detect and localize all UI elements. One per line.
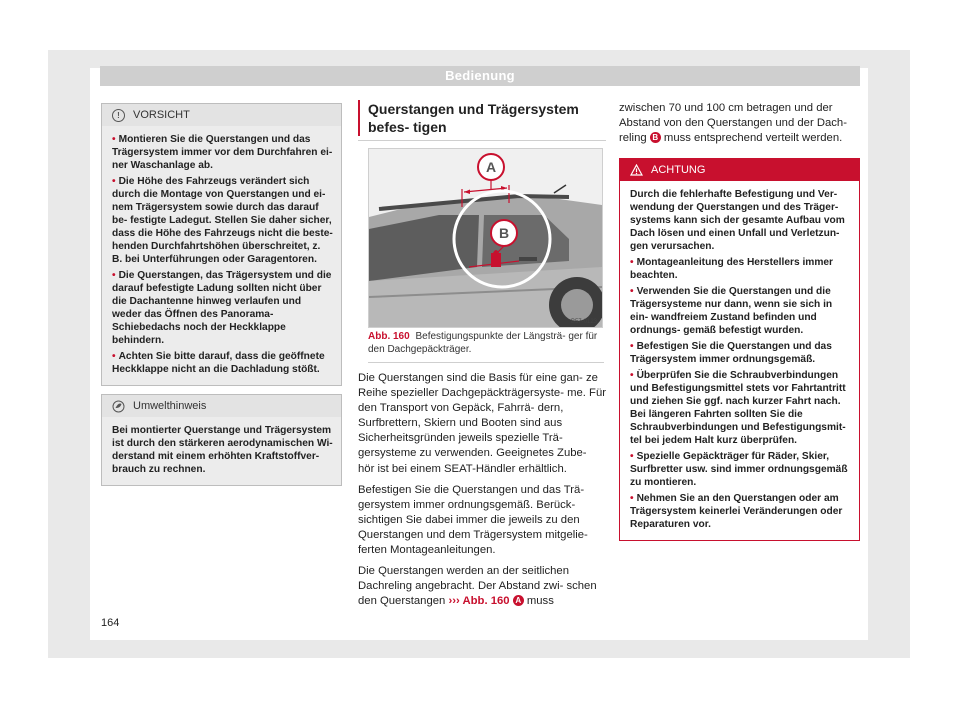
exclamation-circle-icon: !: [112, 109, 125, 122]
section-title: Querstangen und Trägersystem befes- tigen: [368, 101, 579, 135]
bullet-icon: •: [112, 134, 116, 145]
caution-body: [102, 126, 341, 385]
bullet-icon: •: [630, 286, 634, 297]
caution-item: • Die Querstangen, das Trägersystem und die darauf befestigte Ladung sollten nicht über die Dachantenne hinweg verlaufen und weder das Öffnen des Panorama-Schiebedachs noch der Heckklappe behindern.: [112, 270, 332, 346]
figure-reference-link[interactable]: ››› Abb. 160: [448, 595, 510, 608]
section-marker: [358, 100, 360, 136]
bullet-icon: •: [630, 493, 634, 504]
caution-header: [102, 104, 341, 126]
figure-caption: [368, 331, 604, 356]
marker-b-icon: B: [650, 132, 661, 143]
environment-header: [102, 395, 341, 417]
bullet-icon: •: [112, 176, 116, 187]
environment-box: [101, 394, 342, 486]
figure-label-a: A: [485, 159, 497, 175]
warning-header: [620, 159, 859, 181]
bullet-icon: •: [630, 257, 634, 268]
bullet-icon: •: [112, 351, 116, 362]
page-number: 164: [101, 617, 120, 629]
warning-box: [619, 158, 860, 541]
marker-a-icon: A: [513, 595, 524, 606]
paragraph: Die Querstangen sind die Basis für eine gan- ze Reihe spezieller Dachgepäckträgersyste- me. Für den Transport von Gepäck, Fahrrä- dern, Surfbrettern, Skiern und Booten sind aus Sicherheitsgründen jeweils spezielle Trä- gersysteme zu verwenden. Geeignetes Zube- hör ist bei einem SEAT-Händler erhältlich.: [358, 372, 607, 475]
figure-label-b: B: [498, 225, 510, 241]
figure-caption-text: Befestigungspunkte der Längsträ- ger für den Dachgepäckträger.: [368, 331, 598, 355]
figure-car-roof: [368, 148, 603, 328]
body-column-2: [358, 371, 606, 615]
warning-body: [620, 181, 859, 540]
warning-item: • Nehmen Sie an den Querstangen oder am Trägersystem keinerlei Veränderungen oder Reparaturen vor.: [630, 493, 843, 530]
environment-icon: [112, 400, 125, 413]
warning-item: • Befestigen Sie die Querstangen und das Trägersystem immer ordnungsgemäß.: [630, 341, 832, 365]
caption-rule: [368, 362, 604, 363]
caution-title: VORSICHT: [133, 109, 190, 121]
car-illustration: [369, 149, 602, 327]
warning-item: • Montageanleitung des Herstellers immer beachten.: [630, 257, 834, 281]
warning-item: • Verwenden Sie die Querstangen und die Trägersysteme nur dann, wenn sie sich in ein- wandfreiem Zustand befinden und ordnungs- gemäß befestigt wurden.: [630, 286, 833, 336]
caution-item: • Achten Sie bitte darauf, dass die geöffnete Heckklappe nicht an die Dachladung stößt.: [112, 351, 325, 375]
running-header: Bedienung: [100, 66, 860, 86]
paragraph: Die Querstangen werden an der seitlichen Dachreling angebracht. Der Abstand zwi- schen den Querstangen ››› Abb. 160 A muss: [358, 565, 597, 608]
figure-code: B57-0123: [570, 319, 597, 325]
section-rule: [358, 140, 606, 141]
caution-box: [101, 103, 342, 386]
bullet-icon: •: [112, 270, 116, 281]
environment-title: Umwelthinweis: [133, 400, 207, 412]
bullet-icon: •: [630, 370, 634, 381]
figure-number: Abb. 160: [368, 331, 410, 342]
environment-text: Bei montierter Querstange und Trägersystem ist durch den stärkeren aerodynamischen Wi- derstand mit einem erhöhten Kraftstoffver- brauch zu rechnen.: [102, 417, 341, 485]
warning-triangle-icon: [630, 164, 643, 176]
caution-item: • Die Höhe des Fahrzeugs verändert sich durch die Montage von Querstangen und ei- nem Trägersystem sowie durch das darauf be- festigte Ladegut. Stellen Sie daher sicher, dass die Höhe des Fahrzeugs nicht die beste- henden Durchfahrtshöhen überschreitet, z. B. bei Unterführungen oder Garagentoren.: [112, 176, 333, 265]
warning-title: ACHTUNG: [651, 164, 706, 176]
warning-intro: Durch die fehlerhafte Befestigung und Ver- wendung der Querstangen und des Träger- systems kann sich der gesamte Aufbau vom Dach lösen und einen Unfall und Verletzun- gen verursachen.: [630, 189, 845, 252]
warning-item: • Spezielle Gepäckträger für Räder, Skier, Surfbretter usw. sind immer ordnungsgemäß zu montieren.: [630, 451, 848, 488]
body-column-3: [619, 101, 862, 152]
paragraph: zwischen 70 und 100 cm betragen und der Abstand von den Querstangen und der Dach- reling B muss entsprechend verteilt werden.: [619, 102, 847, 145]
warning-item: • Überprüfen Sie die Schraubverbindungen und Befestigungsmittel stets vor Fahrtantritt und ziehen Sie ggf. nach kurzer Fahrt nach. Bei längeren Fahrten sollten Sie die Schraubverbindungen und Befestigungsmit- tel bei jedem Halt kurz überprüfen.: [630, 370, 846, 446]
paragraph: Befestigen Sie die Querstangen und das Trä- gersystem immer ordnungsgemäß. Berück- sichtigen Sie dabei immer die jeweils zu den Querstangen und dem Trägersystem mitgelie- ferten Montageanleitungen.: [358, 483, 588, 557]
bullet-icon: •: [630, 341, 634, 352]
bullet-icon: •: [630, 451, 634, 462]
caution-item: • Montieren Sie die Querstangen und das Trägersystem immer vor dem Durchfahren ei- ner Waschanlage ab.: [112, 134, 333, 171]
